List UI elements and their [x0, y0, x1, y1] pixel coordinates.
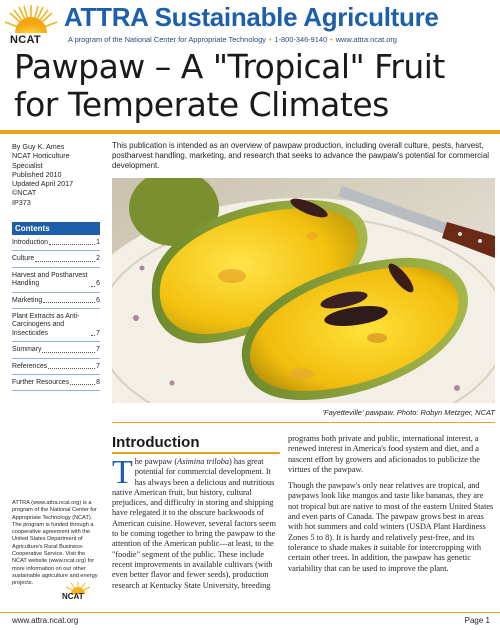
scientific-name: Asimina triloba	[177, 457, 230, 466]
sun-icon	[2, 4, 60, 34]
contents-heading: Contents	[12, 222, 100, 235]
brand-title: ATTRA Sustainable Agriculture	[64, 2, 439, 32]
byline	[12, 142, 100, 207]
pawpaw-illustration	[112, 178, 495, 403]
tagline-phone: 1-800-346-9140	[274, 35, 328, 44]
photo-caption: 'Fayetteville' pawpaw. Photo: Robyn Metzger, NCAT	[322, 408, 495, 417]
ncat-logo	[2, 4, 60, 44]
byline-role-1: NCAT Horticulture	[12, 151, 70, 161]
toc-item-plant-extracts[interactable]: Plant Extracts as Anti-Carcinogens and Insecticides 7	[12, 309, 100, 342]
caption-divider	[112, 422, 495, 423]
title-divider	[0, 130, 500, 134]
ncat-logo-text: NCAT	[10, 34, 41, 46]
byline-updated: Updated April 2017	[12, 179, 74, 189]
byline-copyright: ©NCAT	[12, 188, 37, 198]
body-column-2	[288, 434, 494, 574]
document-title: Pawpaw – A "Tropical" Fruit for Temperate Climates	[14, 47, 445, 124]
toc-item-culture[interactable]: Culture 2	[12, 251, 100, 267]
byline-role-2: Specialist	[12, 160, 43, 170]
publication-summary: This publication is intended as an overview of pawpaw production, including overall culture, pests, harvest, postharvest handling, marketing, and research that seeks to advance the pawpaw's potential for commercial development.	[112, 141, 489, 170]
section-heading-rule	[112, 452, 280, 454]
byline-published: Published 2010	[12, 169, 62, 179]
footer-divider	[0, 612, 500, 613]
body-column-1	[112, 454, 282, 591]
page-number: Page 1	[464, 616, 490, 625]
toc-item-marketing[interactable]: Marketing 6	[12, 293, 100, 309]
attra-program-note: ATTRA (www.attra.ncat.org) is a program of the National Center for Appropriate Technology (NCAT). The program is funded through a cooperative agreement with the United States Department of Agriculture's Rural Business-Cooperative Service. Visit the NCAT website (www.ncat.org) for more information on our other sustainable agriculture and energy projects.	[12, 500, 98, 587]
intro-paragraph-1-cont: programs both private and public, international interest, a renewed interest in America's food system and diet, and a nascent effort by growers and aficionados to publicize the virtues of the pawpaw.	[288, 434, 480, 474]
tagline: A program of the National Center for Appropriate Technology • 1-800-346-9140 • www.attra.ncat.org	[68, 35, 397, 44]
intro-paragraph-1: The pawpaw (Asimina triloba) has great potential for commercial development. It has always been a delicious and nutritious native American fruit, but history, cultural prejudices, and difficulty in storing and shipping have relegated it to the obscure backwoods of American cuisine. However, several factors seem to be coming together to bring the pawpaw to the attention of the American public—at least, to the "foodie" segment of the public. These include recent improvements in available cultivars (with even better flavor and fewer seeds), production research at Kentucky State University, breeding	[112, 454, 276, 590]
table-of-contents	[12, 222, 100, 391]
pawpaw-photo	[112, 178, 495, 403]
small-ncat-logo-text: NCAT	[62, 592, 84, 601]
dropcap: T	[112, 454, 133, 491]
tagline-program: A program of the National Center for Appropriate Technology	[68, 35, 266, 44]
toc-item-references[interactable]: References 7	[12, 359, 100, 375]
toc-item-introduction[interactable]: Introduction 1	[12, 235, 100, 251]
byline-author: By Guy K. Ames	[12, 142, 65, 151]
intro-paragraph-2: Though the pawpaw's only near relatives are tropical, and pawpaws look like mangos and taste like bananas, they are not tropical but are native to most of the eastern United States and even parts of Canada. The pawpaw grows best in areas with hot summers and cold winters (USDA Plant Hardiness Zones 5 to 8). It is hardy and relatively pest-free, and its tolerance to shade makes it suitable for intercropping with certain other trees. In addition, the pawpaw has genetic variability that can be used to improve the plant.	[288, 481, 494, 573]
toc-item-further-resources[interactable]: Further Resources 8	[12, 375, 100, 391]
toc-item-summary[interactable]: Summary 7	[12, 342, 100, 358]
tagline-url[interactable]: www.attra.ncat.org	[335, 35, 397, 44]
section-heading-introduction: Introduction	[112, 434, 200, 451]
byline-id: IP373	[12, 197, 31, 207]
footer-url[interactable]: www.attra.ncat.org	[12, 616, 79, 625]
toc-item-harvest[interactable]: Harvest and Postharvest Handling 6	[12, 268, 100, 293]
